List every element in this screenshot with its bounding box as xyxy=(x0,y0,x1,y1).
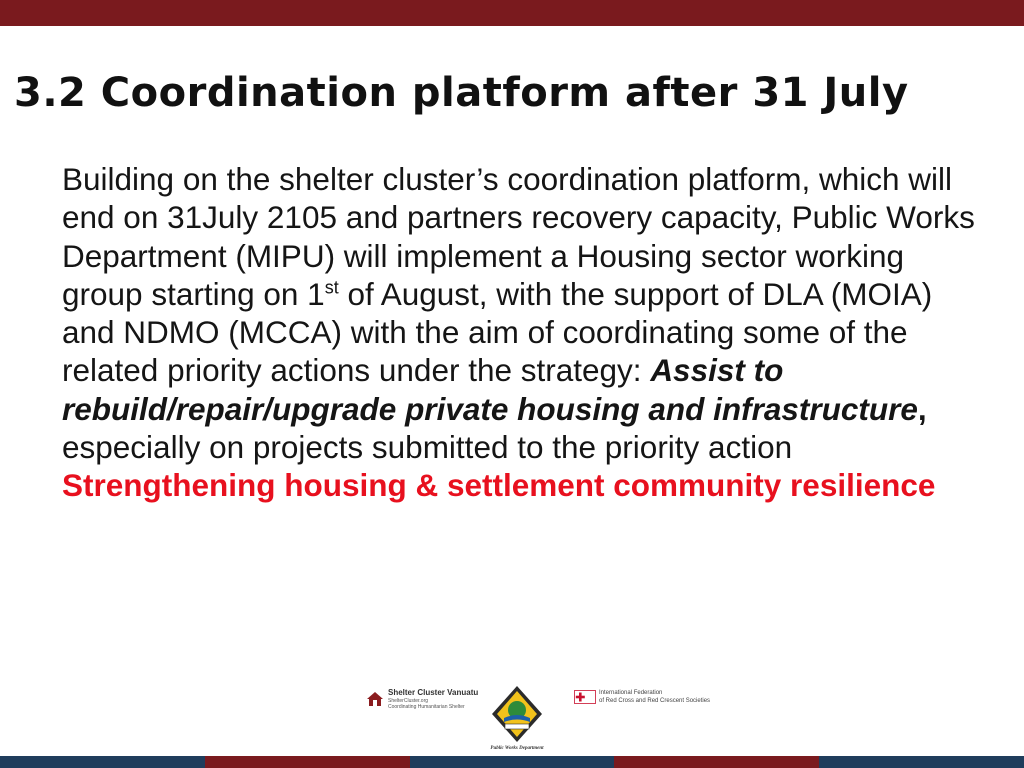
slide-body-text xyxy=(62,160,982,505)
slide-title: 3.2 Coordination platform after 31 July xyxy=(14,70,909,116)
bottom-bar-segment xyxy=(205,756,410,768)
superscript-st: st xyxy=(324,277,339,298)
ifrc-name-line-2: of Red Cross and Red Crescent Societies xyxy=(599,698,711,704)
shelter-cluster-url: ShelterCluster.org xyxy=(388,698,429,704)
body-part-3: especially on projects submitted to the priority action xyxy=(62,429,793,466)
pwd-emblem-icon xyxy=(490,684,544,744)
shelter-cluster-tagline: Coordinating Humanitarian Shelter xyxy=(388,704,465,710)
ifrc-name-line-1: International Federation xyxy=(599,690,663,696)
ifrc-logo xyxy=(574,688,714,708)
partner-logos xyxy=(0,680,1024,756)
body-part-1: Building on the shelter cluster’s coordination platform, which will end on 31July 2105 and partners recovery capacity, Public Works Department (MIPU) will implement a Housing sector working group starting on 1 xyxy=(62,161,975,312)
bottom-bar-segment xyxy=(614,756,819,768)
bottom-bar-segment xyxy=(0,756,205,768)
house-icon xyxy=(366,690,384,708)
pwd-caption: Public Works Department xyxy=(490,746,544,751)
shelter-cluster-name: Shelter Cluster Vanuatu xyxy=(388,688,479,697)
red-cross-crescent-icon xyxy=(574,690,596,704)
emphasized-action: Assist to rebuild/repair/upgrade private housing and infrastructure xyxy=(62,352,918,427)
shelter-cluster-logo xyxy=(366,688,479,714)
body-part-2: of August, with the support of DLA (MOIA) and NDMO (MCCA) with the aim of coordinating some of the related priority actions under the strategy: xyxy=(62,275,933,389)
highlighted-priority-action: Strengthening housing & settlement community resilience xyxy=(62,467,936,504)
emphasized-comma: , xyxy=(917,390,927,427)
bottom-bar-segment xyxy=(819,756,1024,768)
public-works-logo xyxy=(484,684,550,756)
top-accent-bar xyxy=(0,0,1024,26)
bottom-accent-bar xyxy=(0,756,1024,768)
bottom-bar-segment xyxy=(410,756,614,768)
